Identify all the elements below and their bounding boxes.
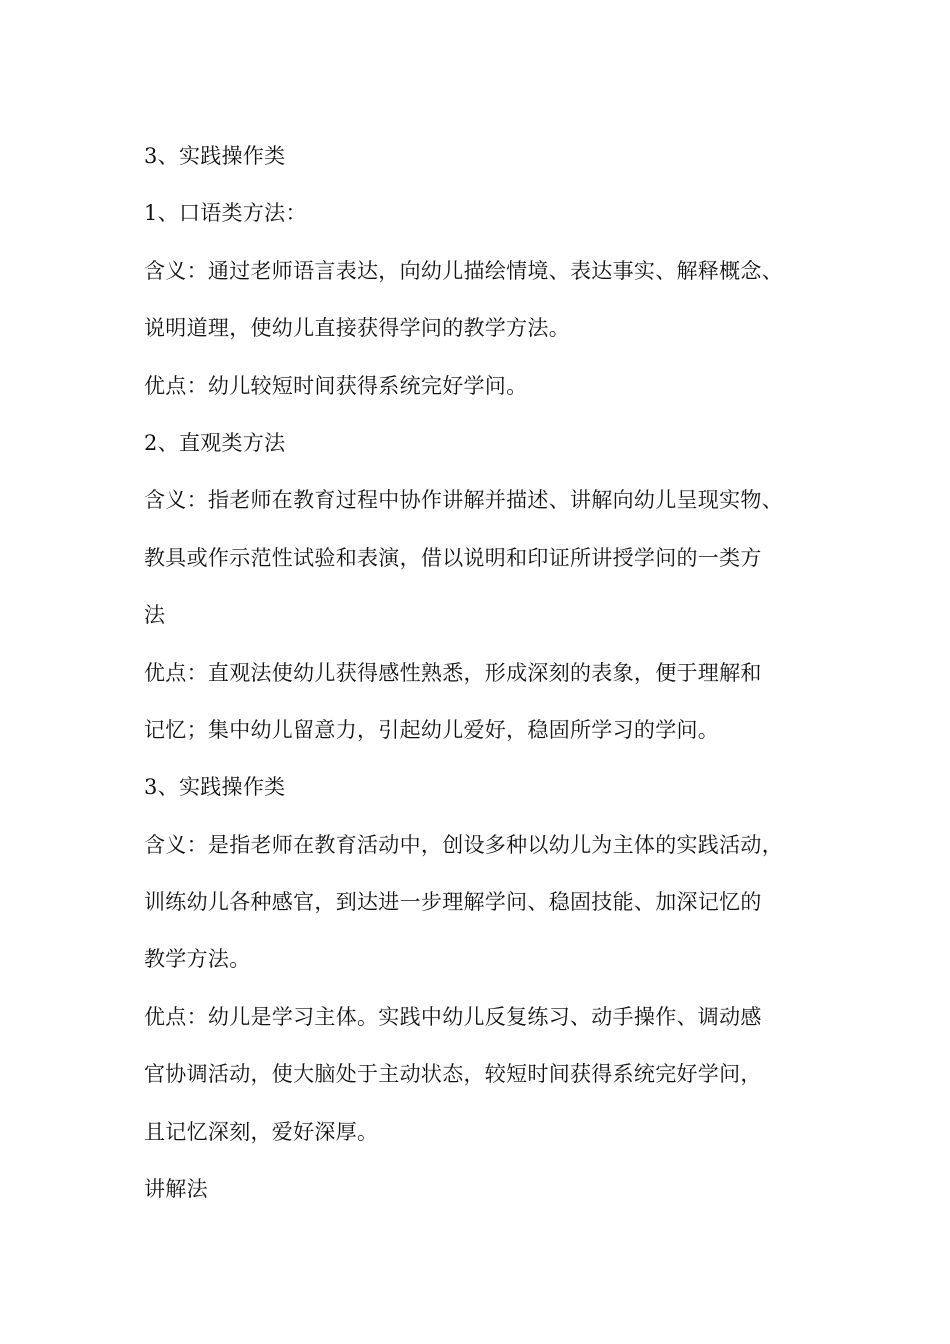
paragraph-line: 法 xyxy=(144,603,166,628)
subsection-heading: 3、实践操作类 xyxy=(144,775,286,800)
paragraph-line: 训练幼儿各种感官，到达进一步理解学问、稳固技能、加深记忆的 xyxy=(144,890,762,915)
subsection-heading: 2、直观类方法 xyxy=(144,430,286,455)
subsection-heading: 讲解法 xyxy=(144,1177,208,1202)
paragraph-line: 教学方法。 xyxy=(144,947,251,972)
paragraph-line: 含义：通过老师语言表达，向幼儿描绘情境、表达事实、解释概念、 xyxy=(144,258,783,283)
paragraph-line: 含义：指老师在教育过程中协作讲解并描述、讲解向幼儿呈现实物、 xyxy=(144,488,783,513)
paragraph-line: 记忆；集中幼儿留意力，引起幼儿爱好，稳固所学习的学问。 xyxy=(144,717,720,742)
paragraph-line: 说明道理，使幼儿直接获得学问的教学方法。 xyxy=(144,316,570,341)
paragraph-line: 优点：幼儿是学习主体。实践中幼儿反复练习、动手操作、调动感 xyxy=(144,1004,762,1029)
paragraph-line: 教具或作示范性试验和表演，借以说明和印证所讲授学问的一类方 xyxy=(144,545,762,570)
subsection-heading: 1、口语类方法： xyxy=(144,201,307,226)
paragraph-line: 优点：直观法使幼儿获得感性熟悉，形成深刻的表象，便于理解和 xyxy=(144,660,762,685)
paragraph-line: 且记忆深刻，爱好深厚。 xyxy=(144,1119,379,1144)
section-heading: 3、实践操作类 xyxy=(144,144,286,168)
paragraph-line: 优点：幼儿较短时间获得系统完好学问。 xyxy=(144,373,528,398)
document-body xyxy=(144,128,834,1218)
paragraph-line: 官协调活动，使大脑处于主动状态，较短时间获得系统完好学问， xyxy=(144,1062,762,1087)
paragraph-line: 含义：是指老师在教育活动中，创设多种以幼儿为主体的实践活动， xyxy=(144,832,783,857)
